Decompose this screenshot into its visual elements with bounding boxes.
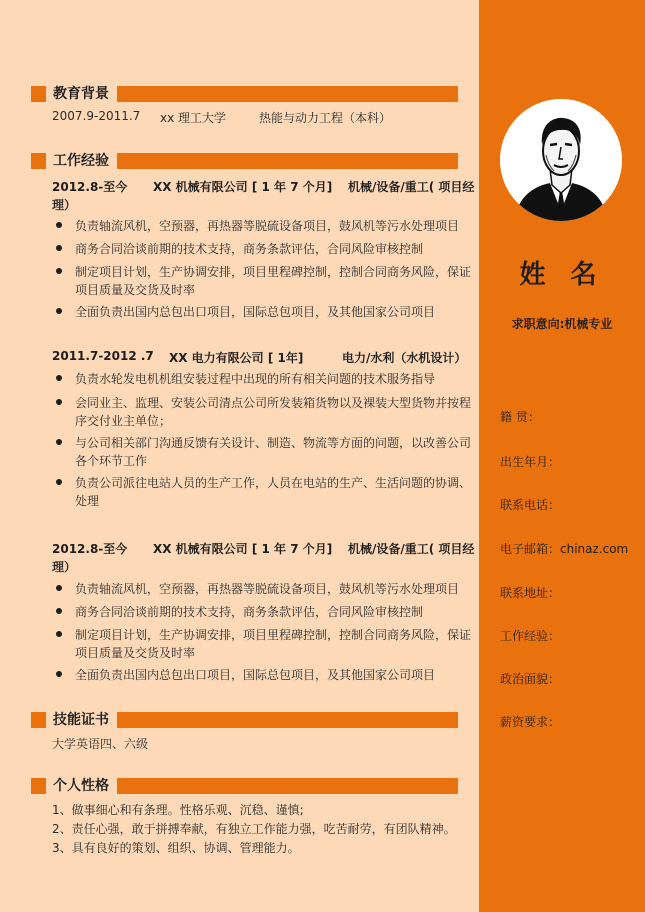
personality-item: 3、具有良好的策划、组织、协调、管理能力。 (52, 841, 300, 855)
info-experience: 工作经验： (500, 629, 561, 643)
profile-photo (500, 99, 622, 221)
job-duty: 商务合同洽谈前期的技术支持，商务条款评估，合同风险审核控制 (75, 605, 424, 619)
bullet-icon (56, 585, 62, 591)
job-industry: 电力/水利（水机设计） (342, 351, 467, 365)
job-company: XX 机械有限公司 [ 1 年 7 个月] (153, 180, 333, 194)
personality-title: 个人性格 (46, 775, 117, 797)
job-industry: 机械/设备/重工( 项目经 (348, 180, 475, 194)
avatar-icon (500, 99, 622, 221)
bullet-icon (56, 608, 62, 614)
bullet-icon (56, 671, 62, 677)
info-phone: 联系电话： (500, 498, 561, 512)
info-email: 电子邮箱：chinaz.com (500, 542, 629, 556)
job-period: 2011.7-2012 .7 (52, 349, 154, 363)
job-company: XX 电力有限公司 [ 1年] (169, 351, 304, 365)
bullet-icon (56, 222, 62, 228)
job-company: XX 机械有限公司 [ 1 年 7 个月] (153, 542, 333, 556)
job-duty: 负责轴流风机，空预器，再热器等脱硫设备项目，鼓风机等污水处理项目 (75, 219, 460, 233)
job-duty: 项目质量及交货及时率 (75, 646, 196, 660)
bullet-icon (56, 439, 62, 445)
job-duty: 负责轴流风机，空预器，再热器等脱硫设备项目，鼓风机等污水处理项目 (75, 582, 460, 596)
job-duty: 商务合同洽谈前期的技术支持，商务条款评估，合同风险审核控制 (75, 242, 424, 256)
education-major: 热能与动力工程（本科） (259, 111, 392, 125)
bullet-icon (56, 308, 62, 314)
skills-title: 技能证书 (46, 709, 117, 731)
job-duty: 处理 (75, 494, 100, 508)
job-duty: 负责水轮发电机机组安装过程中出现的所有相关问题的技术服务指导 (75, 372, 436, 386)
bullet-icon (56, 268, 62, 274)
job-intent: 求职意向:机械专业 (511, 317, 613, 331)
job-period: 2012.8-至今 (52, 542, 128, 556)
education-period: 2007.9-2011.7 (52, 109, 141, 123)
job-duty: 全面负责出国内总包出口项目，国际总包项目，及其他国家公司项目 (75, 305, 436, 319)
info-politics: 政治面貌： (500, 672, 561, 686)
personality-item: 2、责任心强，敢于拼搏奉献，有独立工作能力强，吃苦耐劳，有团队精神。 (52, 822, 456, 836)
info-salary: 薪资要求： (500, 715, 561, 729)
bullet-icon (56, 375, 62, 381)
bullet-icon (56, 399, 62, 405)
job-duty: 制定项目计划，生产协调安排，项目里程碑控制，控制合同商务风险，保证 (75, 628, 472, 642)
job-duty: 序交付业主单位； (75, 414, 172, 428)
info-native-place: 籍 贯： (500, 410, 540, 424)
info-birth: 出生年月： (500, 455, 561, 469)
info-address: 联系地址： (500, 586, 561, 600)
personality-item: 1、做事细心和有条理。性格乐观、沉稳、谨慎; (52, 803, 304, 817)
candidate-name: 姓 名 (519, 260, 605, 290)
job-duty: 制定项目计划，生产协调安排，项目里程碑控制，控制合同商务风险，保证 (75, 265, 472, 279)
job-duty: 各个环节工作 (75, 454, 148, 468)
job-duty: 负责公司派往电站人员的生产工作，人员在电站的生产、生活问题的协调、 (75, 476, 472, 490)
work-title: 工作经验 (46, 150, 117, 172)
job-industry: 机械/设备/重工( 项目经 (348, 542, 475, 556)
job-industry-cont: 理） (52, 198, 77, 212)
job-duty: 会同业主、监理、安装公司清点公司所发装箱货物以及裸装大型货物并按程 (75, 396, 472, 410)
education-title: 教育背景 (46, 83, 117, 105)
job-period: 2012.8-至今 (52, 180, 128, 194)
bullet-icon (56, 479, 62, 485)
job-duty: 与公司相关部门沟通反馈有关设计、制造、物流等方面的问题，以改善公司 (75, 436, 472, 450)
bullet-icon (56, 245, 62, 251)
job-duty: 全面负责出国内总包出口项目，国际总包项目，及其他国家公司项目 (75, 668, 436, 682)
job-industry-cont: 理） (52, 560, 77, 574)
skill-item: 大学英语四、六级 (52, 737, 149, 751)
job-duty: 项目质量及交货及时率 (75, 283, 196, 297)
education-school: xx 理工大学 (160, 111, 227, 125)
bullet-icon (56, 631, 62, 637)
